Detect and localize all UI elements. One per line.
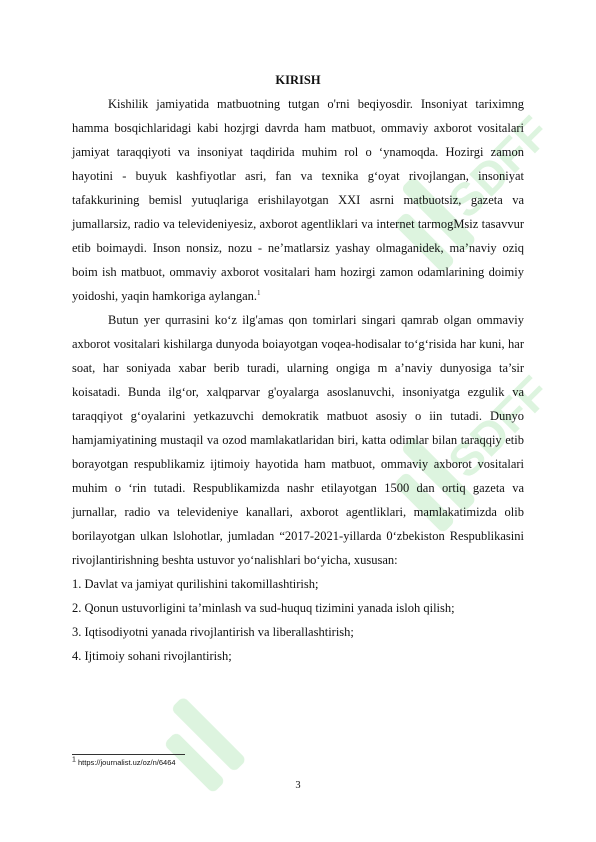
page-number: 3 <box>295 780 301 791</box>
page-content <box>72 68 524 668</box>
list-item: 3. Iqtisodiyotni yanada rivojlantirish va liberallashtirish; <box>72 625 354 639</box>
paragraph-2: Butun yer qurrasini ko‘z ilg'amas qon tomirlari singari qamrab olgan ommaviy axborot vositalari kishilarga dunyoda boiayotgan voqea-hodisalar to‘g‘risida har kuni, har soat, har soniyada xabar berib turadi, ularning ongiga m a’naviy dunyosiga ta’sir koisatadi. Bunda ilg‘or, xalqparvar g'oyalarga asoslanuvchi, insoniyatga ezgulik va taraqqiyot g‘oyalarini yetkazuvchi demokratik matbuot asosiy o iin tutadi. Dunyo hamjamiyatining mustaqil va ozod mamlakatlaridan biri, katta odimlar bilan taraqqiy etib borayotgan respublikamiz ijtimoiy hayotida ham matbuot, ommaviy axborot vositalari muhim o ‘rin tutadi. Respublikamizda nashr etilayotgan 1500 dan ortiq gazeta va jurnallar, radio va televideniye kanallari, axborot agentliklari, mamlakatimizda olib borilayotgan ulkan lslohotlar, jumladan “2017-2021-yillarda 0‘zbekiston Respublikasini rivojlantirishning beshta ustuvor yo‘nalishlari bo‘yicha, xususan: <box>72 313 524 567</box>
document-title: KIRISH <box>275 73 321 87</box>
list-item: 2. Qonun ustuvorligini ta’minlash va sud-huquq tizimini yanada isloh qilish; <box>72 601 455 615</box>
paragraph-1-text: Kishilik jamiyatida matbuotning tutgan o'rni beqiyosdir. Insoniyat tariximng hamma bosqichlaridagi kabi hozjrgi davrda ham matbuot, ommaviy axborot vositalari jamiyat taraqqiyoti va insoniyat taqdirida muhim rol o ‘ynamoqda. Hozirgi zamon hayotini - buyuk kashfiyotlar asri, fan va texnika g‘oyat rivojlangan, insoniyat tafakkurining bemisl yutuqlariga erishilayotgan XXI asrni matbuotsiz, gazeta va jumallarsiz, radio va televideniyesiz, axborot agentliklari va internet tarmogMsiz tasavvur etib boimaydi. Inson nonsiz, nozu - ne’matlarsiz yashay olmaganidek, ma’naviy oziq boim ish matbuot, ommaviy axborot vositalari ham hozirgi zamon odamlarining doimiy yoidoshi, yaqin hamkoriga aylangan. <box>72 97 524 303</box>
svg-text:SDFF: SDFF <box>437 105 560 228</box>
footnote-reference[interactable]: 1 <box>257 288 261 297</box>
footnote-marker: 1 <box>72 756 76 764</box>
svg-text:SDFF: SDFF <box>437 365 560 488</box>
list-item: 1. Davlat va jamiyat qurilishini takomillashtirish; <box>72 577 319 591</box>
footnote <box>72 758 176 767</box>
list-item: 4. Ijtimoiy sohani rivojlantirish; <box>72 649 232 663</box>
footnote-link[interactable]: https://journalist.uz/oz/n/6464 <box>78 758 176 767</box>
footnote-divider <box>72 754 185 755</box>
paragraph-1 <box>72 92 524 308</box>
